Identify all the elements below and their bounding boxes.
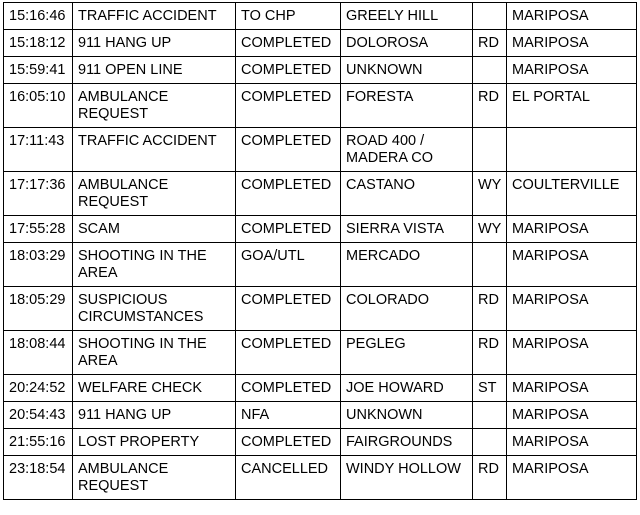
city-cell <box>507 128 637 172</box>
table-row <box>4 429 637 456</box>
table-row <box>4 172 637 216</box>
table-row <box>4 128 637 172</box>
city-cell: COULTERVILLE <box>507 172 637 216</box>
call-time-cell: 20:24:52 <box>4 375 73 402</box>
disposition-cell: COMPLETED <box>236 172 341 216</box>
call-type-cell: TRAFFIC ACCIDENT <box>73 128 236 172</box>
call-time-cell: 17:11:43 <box>4 128 73 172</box>
location-cell: DOLOROSA <box>341 30 473 57</box>
disposition-cell: COMPLETED <box>236 128 341 172</box>
call-type-cell: SCAM <box>73 216 236 243</box>
call-time-cell: 20:54:43 <box>4 402 73 429</box>
street-suffix-cell <box>473 3 507 30</box>
call-time-cell: 17:17:36 <box>4 172 73 216</box>
city-cell: MARIPOSA <box>507 57 637 84</box>
table-row <box>4 375 637 402</box>
city-cell: MARIPOSA <box>507 429 637 456</box>
location-cell: FAIRGROUNDS <box>341 429 473 456</box>
location-cell: SIERRA VISTA <box>341 216 473 243</box>
disposition-cell: CANCELLED <box>236 456 341 500</box>
street-suffix-cell <box>473 243 507 287</box>
table-row <box>4 216 637 243</box>
street-suffix-cell <box>473 128 507 172</box>
disposition-cell: NFA <box>236 402 341 429</box>
street-suffix-cell: RD <box>473 84 507 128</box>
location-cell: GREELY HILL <box>341 3 473 30</box>
call-type-cell: SHOOTING IN THE AREA <box>73 243 236 287</box>
call-type-cell: AMBULANCE REQUEST <box>73 84 236 128</box>
street-suffix-cell: RD <box>473 331 507 375</box>
city-cell: MARIPOSA <box>507 216 637 243</box>
call-type-cell: 911 HANG UP <box>73 402 236 429</box>
street-suffix-cell <box>473 402 507 429</box>
location-cell: PEGLEG <box>341 331 473 375</box>
call-time-cell: 16:05:10 <box>4 84 73 128</box>
call-time-cell: 15:16:46 <box>4 3 73 30</box>
location-cell: CASTANO <box>341 172 473 216</box>
call-type-cell: 911 OPEN LINE <box>73 57 236 84</box>
call-time-cell: 15:18:12 <box>4 30 73 57</box>
dispatch-log-table <box>3 2 637 500</box>
table-row <box>4 331 637 375</box>
location-cell: JOE HOWARD <box>341 375 473 402</box>
city-cell: MARIPOSA <box>507 3 637 30</box>
disposition-cell: COMPLETED <box>236 84 341 128</box>
table-row <box>4 57 637 84</box>
city-cell: MARIPOSA <box>507 30 637 57</box>
disposition-cell: TO CHP <box>236 3 341 30</box>
table-row <box>4 402 637 429</box>
city-cell: MARIPOSA <box>507 331 637 375</box>
table-row <box>4 84 637 128</box>
call-type-cell: AMBULANCE REQUEST <box>73 456 236 500</box>
street-suffix-cell: RD <box>473 287 507 331</box>
city-cell: MARIPOSA <box>507 402 637 429</box>
table-row <box>4 3 637 30</box>
city-cell: EL PORTAL <box>507 84 637 128</box>
call-time-cell: 17:55:28 <box>4 216 73 243</box>
city-cell: MARIPOSA <box>507 287 637 331</box>
call-type-cell: SUSPICIOUS CIRCUMSTANCES <box>73 287 236 331</box>
table-row <box>4 456 637 500</box>
location-cell: COLORADO <box>341 287 473 331</box>
disposition-cell: COMPLETED <box>236 216 341 243</box>
table-row <box>4 287 637 331</box>
street-suffix-cell: WY <box>473 216 507 243</box>
disposition-cell: COMPLETED <box>236 30 341 57</box>
city-cell: MARIPOSA <box>507 456 637 500</box>
street-suffix-cell <box>473 429 507 456</box>
call-time-cell: 21:55:16 <box>4 429 73 456</box>
location-cell: MERCADO <box>341 243 473 287</box>
disposition-cell: COMPLETED <box>236 429 341 456</box>
disposition-cell: GOA/UTL <box>236 243 341 287</box>
street-suffix-cell: ST <box>473 375 507 402</box>
call-type-cell: TRAFFIC ACCIDENT <box>73 3 236 30</box>
table-row <box>4 30 637 57</box>
call-type-cell: SHOOTING IN THE AREA <box>73 331 236 375</box>
table-row <box>4 243 637 287</box>
street-suffix-cell: RD <box>473 30 507 57</box>
location-cell: WINDY HOLLOW <box>341 456 473 500</box>
street-suffix-cell: RD <box>473 456 507 500</box>
call-time-cell: 18:03:29 <box>4 243 73 287</box>
street-suffix-cell: WY <box>473 172 507 216</box>
location-cell: UNKNOWN <box>341 57 473 84</box>
disposition-cell: COMPLETED <box>236 57 341 84</box>
city-cell: MARIPOSA <box>507 243 637 287</box>
street-suffix-cell <box>473 57 507 84</box>
disposition-cell: COMPLETED <box>236 331 341 375</box>
location-cell: ROAD 400 / MADERA CO <box>341 128 473 172</box>
city-cell: MARIPOSA <box>507 375 637 402</box>
call-time-cell: 18:08:44 <box>4 331 73 375</box>
call-time-cell: 18:05:29 <box>4 287 73 331</box>
location-cell: FORESTA <box>341 84 473 128</box>
call-type-cell: 911 HANG UP <box>73 30 236 57</box>
call-time-cell: 15:59:41 <box>4 57 73 84</box>
call-type-cell: LOST PROPERTY <box>73 429 236 456</box>
dispatch-log-body <box>4 3 637 500</box>
location-cell: UNKNOWN <box>341 402 473 429</box>
disposition-cell: COMPLETED <box>236 287 341 331</box>
disposition-cell: COMPLETED <box>236 375 341 402</box>
call-type-cell: AMBULANCE REQUEST <box>73 172 236 216</box>
call-time-cell: 23:18:54 <box>4 456 73 500</box>
call-type-cell: WELFARE CHECK <box>73 375 236 402</box>
